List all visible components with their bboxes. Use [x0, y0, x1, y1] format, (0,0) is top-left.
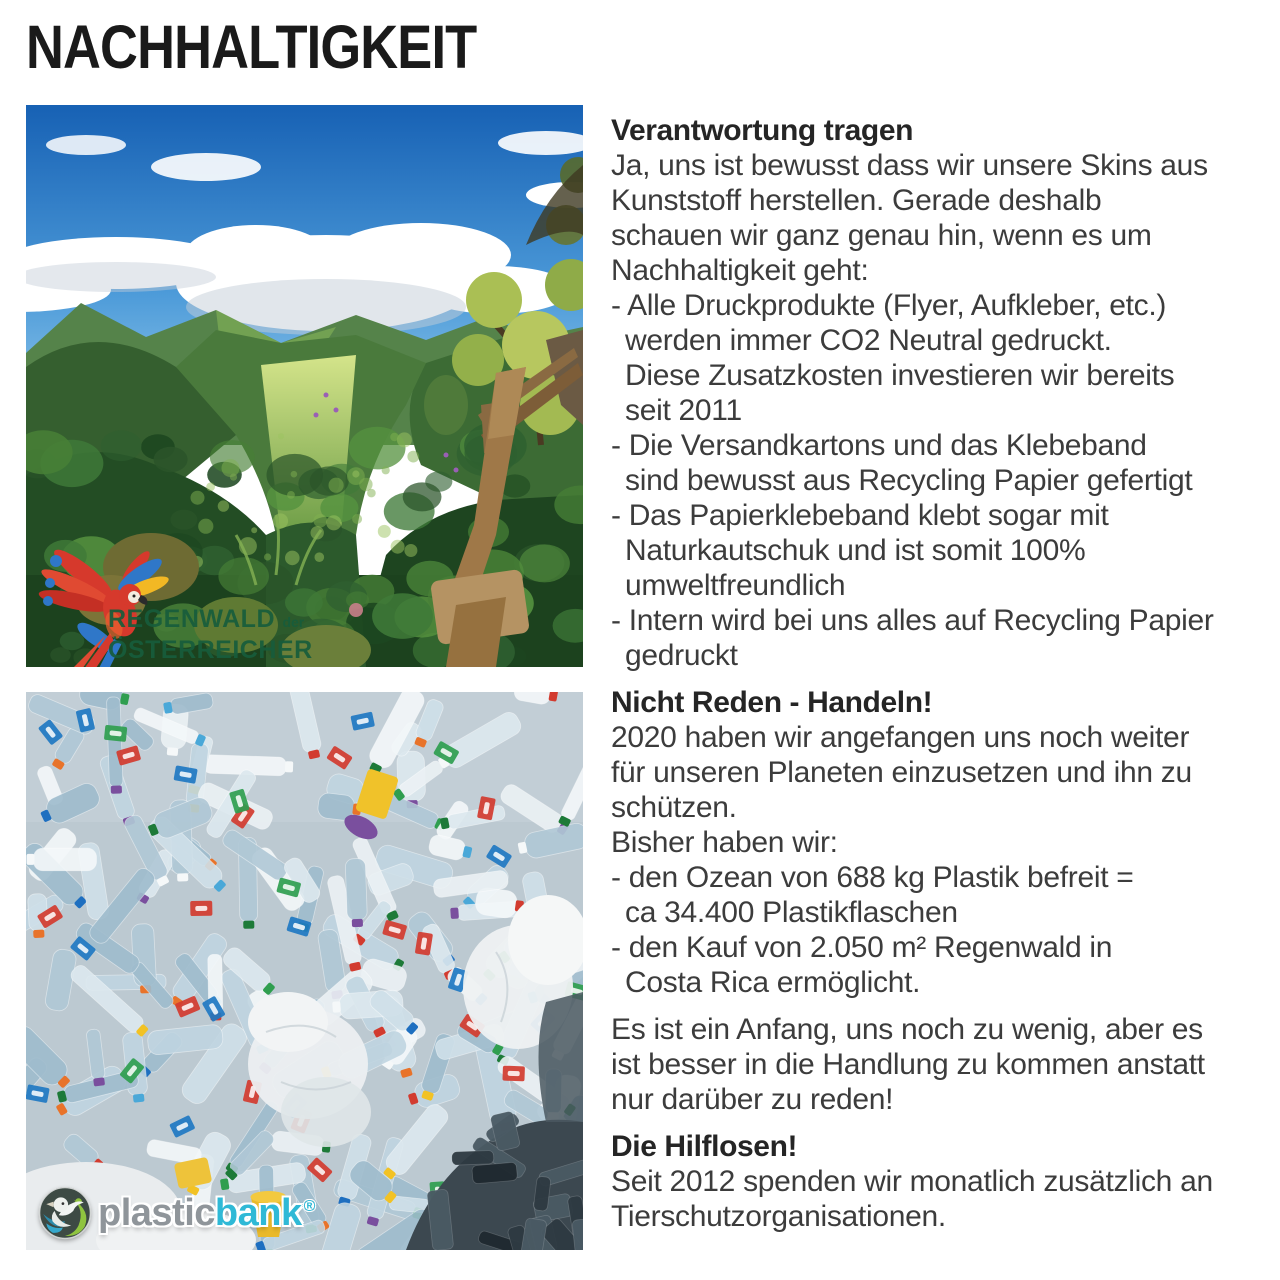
text-line: Seit 2012 spenden wir monatlich zusätzlich an: [611, 1165, 1213, 1198]
regenwald-logo: [108, 605, 313, 664]
plasticbank-word-plastic: plastic: [98, 1191, 215, 1234]
regenwald-logo-line2: ÖSTERREICHER: [108, 636, 313, 664]
section-heading: Die Hilflosen!: [611, 1130, 798, 1163]
plastic-bottles-art: [26, 692, 583, 1250]
text-line: Kunststoff herstellen. Gerade deshalb: [611, 184, 1102, 217]
text-line: Bisher haben wir:: [611, 826, 838, 859]
plastic-bottles-photo: [26, 692, 583, 1250]
bullet-line: - Intern wird bei uns alles auf Recycling Papier: [611, 604, 1214, 637]
bullet-line: - den Ozean von 688 kg Plastik befreit =: [611, 861, 1134, 894]
regenwald-logo-der: der: [282, 614, 305, 630]
text-column: [611, 113, 1276, 1234]
rainforest-art: [26, 105, 583, 667]
plasticbank-icon: [38, 1186, 92, 1240]
text-line: seit 2011: [625, 394, 742, 427]
plasticbank-word-bank: bank: [214, 1191, 302, 1234]
section-heading: Verantwortung tragen: [611, 114, 914, 147]
text-line: Tierschutzorganisationen.: [611, 1200, 946, 1233]
text-line: Nachhaltigkeit geht:: [611, 254, 869, 287]
page-title: NACHHALTIGKEIT: [26, 13, 477, 81]
text-line: Costa Rica ermöglicht.: [625, 966, 921, 999]
plasticbank-logo: [38, 1186, 315, 1240]
text-line: ca 34.400 Plastikflaschen: [625, 896, 958, 929]
regenwald-logo-line1: REGENWALD der: [108, 605, 305, 633]
text-line: nur darüber zu reden!: [611, 1083, 894, 1116]
bullet-line: - Die Versandkartons und das Klebeband: [611, 429, 1147, 462]
text-line: werden immer CO2 Neutral gedruckt.: [625, 324, 1112, 357]
bullet-line: - Das Papierklebeband klebt sogar mit: [611, 499, 1109, 532]
text-line: schauen wir ganz genau hin, wenn es um: [611, 219, 1152, 252]
text-line: für unseren Planeten einzusetzen und ihn zu: [611, 756, 1192, 789]
text-line: ist besser in die Handlung zu kommen anstatt: [611, 1048, 1205, 1081]
text-line: Es ist ein Anfang, uns noch zu wenig, aber es: [611, 1013, 1203, 1046]
rainforest-photo: [26, 105, 583, 667]
section-heading: Nicht Reden - Handeln!: [611, 686, 933, 719]
text-line: 2020 haben wir angefangen uns noch weiter: [611, 721, 1190, 754]
registered-mark: ®: [303, 1197, 315, 1215]
text-line: Ja, uns ist bewusst dass wir unsere Skins aus: [611, 149, 1208, 182]
text-line: schützen.: [611, 791, 737, 824]
text-line: Naturkautschuk und ist somit 100%: [625, 534, 1086, 567]
bullet-line: - den Kauf von 2.050 m² Regenwald in: [611, 931, 1113, 964]
text-line: sind bewusst aus Recycling Papier gefertigt: [625, 464, 1193, 497]
text-line: gedruckt: [625, 639, 738, 672]
bullet-line: - Alle Druckprodukte (Flyer, Aufkleber, etc.): [611, 289, 1167, 322]
plasticbank-wordmark: [98, 1192, 315, 1235]
text-line: Diese Zusatzkosten investieren wir bereits: [625, 359, 1175, 392]
text-line: umweltfreundlich: [625, 569, 846, 602]
